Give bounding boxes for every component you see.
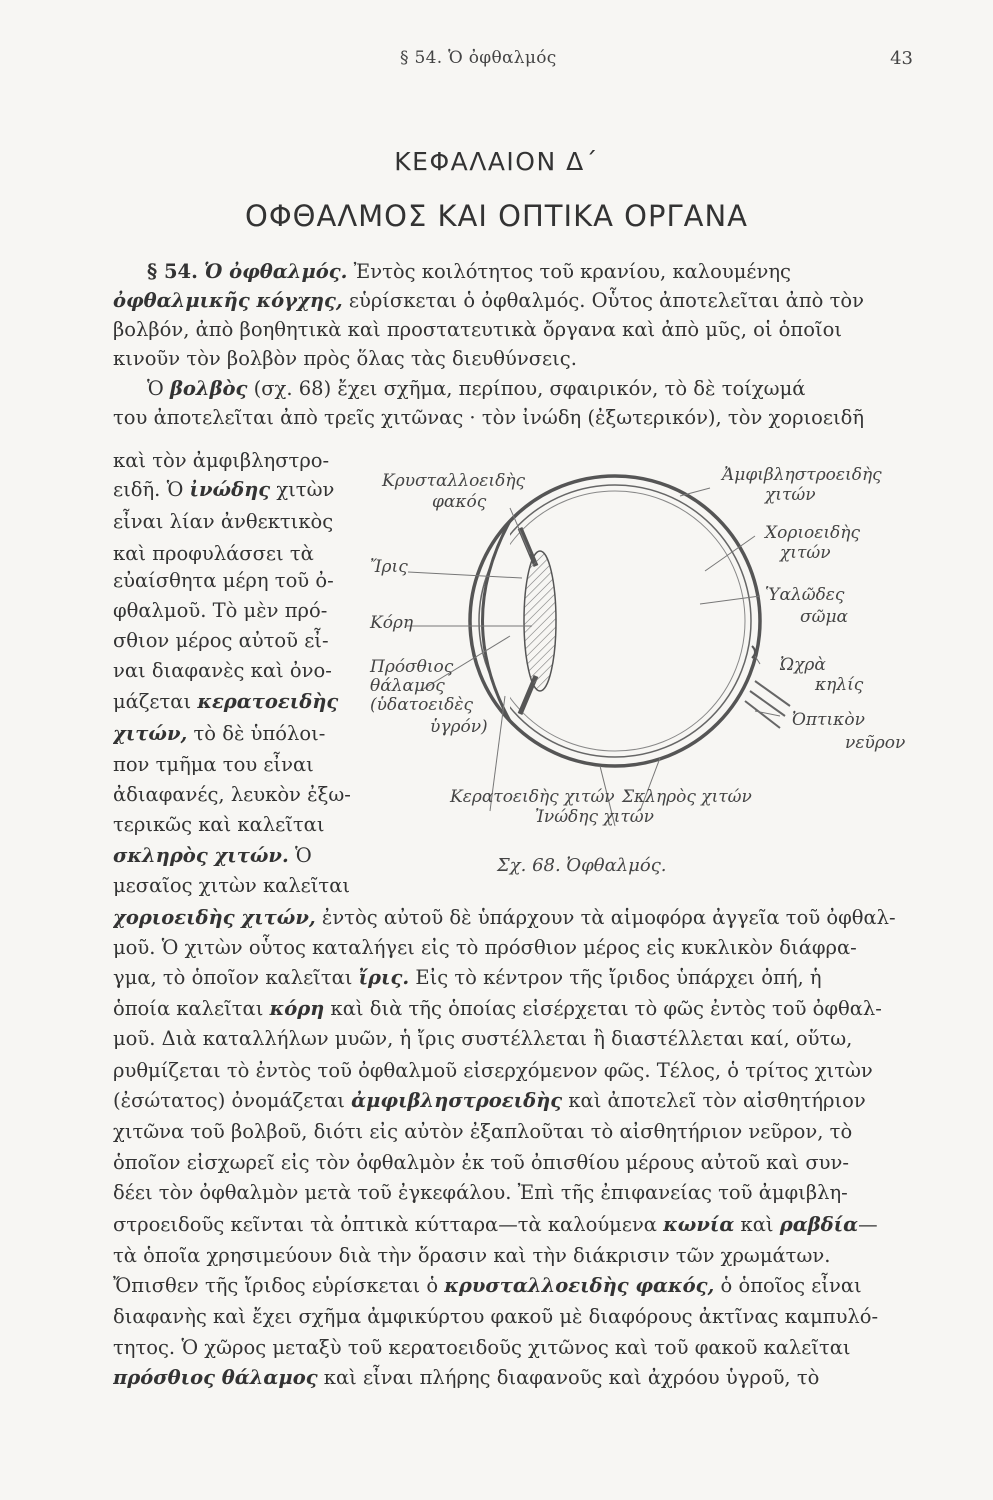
choroid-shape bbox=[479, 485, 751, 757]
text-line bbox=[113, 719, 358, 748]
section-heading: Ὁ ὀφθαλμός. bbox=[204, 260, 348, 283]
text-line: τερικῶς καὶ καλεῖται bbox=[113, 813, 325, 836]
label-retina-2: χιτών bbox=[765, 485, 816, 505]
text-line: τὰ ὁποῖα χρησιμεύουν διὰ τὴν ὅρασιν καὶ τὴν διάκρισιν τῶν χρωμάτων. bbox=[113, 1244, 831, 1267]
text-line: βολβόν, ἀπὸ βοηθητικὰ καὶ προστατευτικὰ ὄργανα καὶ ἀπὸ μῦς, οἱ ὁποῖοι bbox=[113, 318, 843, 341]
label-optic-nerve: Ὀπτικὸν bbox=[792, 710, 865, 730]
text-line bbox=[113, 687, 358, 716]
label-vitreous: Ὑαλῶδες bbox=[765, 585, 845, 605]
text-line: ὁποῖον εἰσχωρεῖ εἰς τὸν ὀφθαλμὸν ἐκ τοῦ ὀπισθίου μέρους αὐτοῦ καὶ συν- bbox=[113, 1151, 849, 1174]
text-span: ὁποία καλεῖται bbox=[113, 997, 270, 1020]
text-line: μοῦ. Διὰ καταλλήλων μυῶν, ἡ ἴρις συστέλλεται ἢ διαστέλλεται καί, οὕτω, bbox=[113, 1027, 853, 1050]
text-line: του ἀποτελεῖται ἀπὸ τρεῖς χιτῶνας · τὸν ἰνώδη (ἐξωτερικόν), τὸν χοριοειδῆ bbox=[113, 406, 865, 429]
text-span: Εἰς τὸ κέντρον τῆς ἴριδος ὑπάρχει ὀπή, ἡ bbox=[409, 966, 822, 989]
text-line bbox=[113, 841, 358, 870]
label-cornea: Κερατοειδὴς χιτών bbox=[450, 787, 615, 807]
text-line: σθιον μέρος αὐτοῦ εἶ- bbox=[113, 629, 329, 652]
text-line: τητος. Ὁ χῶρος μεταξὺ τοῦ κερατοειδοῦς χιτῶνος καὶ τοῦ φακοῦ καλεῖται bbox=[113, 1336, 851, 1359]
bold-term: χοριοειδὴς χιτών, bbox=[113, 906, 316, 929]
text-line: μοῦ. Ὁ χιτὼν οὗτος καταλήγει εἰς τὸ πρόσθιον μέρος εἰς κυκλικὸν διάφρα- bbox=[113, 936, 857, 959]
text-span: Ὁ bbox=[288, 844, 312, 867]
chapter-title: ΟΦΘΑΛΜΟΣ ΚΑΙ ΟΠΤΙΚΑ ΟΡΓΑΝΑ bbox=[245, 199, 748, 233]
text-line: κινοῦν τὸν βολβὸν πρὸς ὅλας τὰς διευθύνσεις. bbox=[113, 347, 577, 370]
bold-term: βολβὸς bbox=[169, 377, 248, 400]
text-line: καὶ προφυλάσσει τὰ bbox=[113, 542, 314, 565]
text-line: πον τμῆμα του εἶναι bbox=[113, 753, 314, 776]
label-iris: Ἴρις bbox=[370, 557, 408, 577]
label-fibrous: Ἰνώδης χιτών bbox=[535, 807, 654, 827]
text-span: εὑρίσκεται ὁ ὀφθαλμός. Οὗτος ἀποτελεῖται ἀπὸ τὸν bbox=[342, 289, 864, 312]
bold-term: κωνία bbox=[663, 1213, 735, 1236]
label-lens bbox=[382, 472, 525, 491]
text-line bbox=[113, 475, 358, 504]
label-optic-nerve-2: νεῦρον bbox=[845, 733, 906, 753]
label-lens-2: φακός bbox=[432, 492, 487, 512]
macula-shape bbox=[752, 646, 755, 658]
text-span: χιτὼν bbox=[270, 478, 335, 501]
label-choroid: Χοριοειδὴς bbox=[765, 523, 860, 543]
text-span: ειδῆ. Ὁ bbox=[113, 478, 190, 501]
text-line: διαφανὴς καὶ ἔχει σχῆμα ἀμφικύρτου φακοῦ μὲ διαφόρους ἀκτῖνας καμπυλό- bbox=[113, 1305, 879, 1328]
text-line: ρυθμίζεται τὸ ἐντὸς τοῦ ὀφθαλμοῦ εἰσερχόμενον φῶς. Τέλος, ὁ τρίτος χιτὼν bbox=[113, 1059, 873, 1082]
label-sclera: Σκληρὸς χιτών bbox=[622, 787, 752, 807]
bold-term: σκληρὸς χιτών. bbox=[113, 844, 289, 867]
lens-shape bbox=[524, 551, 556, 691]
text-line bbox=[147, 257, 907, 286]
text-line: ἀδιαφανές, λευκὸν ἐξω- bbox=[113, 783, 351, 806]
bold-term: ραβδία bbox=[779, 1213, 859, 1236]
label-chamber-2: θάλαμος bbox=[370, 676, 445, 696]
label-retina: Ἀμφιβληστροειδὴς bbox=[722, 465, 882, 485]
label-text: Κρυσταλλοειδὴς bbox=[382, 471, 526, 491]
label-chamber: Πρόσθιος bbox=[370, 657, 454, 677]
text-line bbox=[113, 994, 908, 1023]
bold-term: ἴρις. bbox=[358, 966, 410, 989]
text-span: ὁ ὁποῖος εἶναι bbox=[714, 1274, 862, 1297]
label-macula: Ὠχρὰ bbox=[780, 655, 826, 675]
text-line bbox=[113, 1363, 908, 1392]
label-chamber-3: (ὑδατοειδὲς bbox=[370, 695, 473, 715]
label-vitreous-2: σῶμα bbox=[800, 607, 848, 627]
running-head: § 54. Ὁ ὀφθαλμός bbox=[400, 48, 557, 68]
bold-term: χιτών, bbox=[113, 722, 188, 745]
text-line: χιτῶνα τοῦ βολβοῦ, διότι εἰς αὐτὸν ἐξαπλοῦται τὸ αἰσθητήριον νεῦρον, τὸ bbox=[113, 1120, 853, 1143]
text-line: εὐαίσθητα μέρη τοῦ ὀ- bbox=[113, 569, 334, 592]
text-span: ἐντὸς αὐτοῦ δὲ ὑπάρχουν τὰ αἱμοφόρα ἀγγεῖα τοῦ ὀφθαλ- bbox=[315, 906, 896, 929]
label-chamber-4: ὑγρόν) bbox=[430, 717, 488, 737]
text-line: ναι διαφανὲς καὶ ὀνο- bbox=[113, 659, 332, 682]
optic-nerve-shape bbox=[745, 681, 790, 728]
text-span: Ὁ bbox=[147, 377, 170, 400]
text-span: καὶ ἀποτελεῖ τὸν αἰσθητήριον bbox=[562, 1089, 866, 1112]
bold-term: κερατοειδὴς bbox=[197, 690, 339, 713]
label-pupil: Κόρη bbox=[370, 613, 414, 633]
label-macula-2: κηλίς bbox=[815, 675, 864, 695]
bold-term: πρόσθιος θάλαμος bbox=[113, 1366, 318, 1389]
text-line bbox=[113, 286, 908, 315]
text-span: καὶ εἶναι πλήρης διαφανοῦς καὶ ἀχρόου ὑγροῦ, τὸ bbox=[317, 1366, 820, 1389]
text-line bbox=[113, 1086, 908, 1115]
text-span: (ἐσώτατος) ὀνομάζεται bbox=[113, 1089, 352, 1112]
text-line: μεσαῖος χιτὼν καλεῖται bbox=[113, 874, 351, 897]
text-span: — bbox=[858, 1213, 878, 1236]
bold-term: ὀφθαλμικῆς κόγχης, bbox=[113, 289, 343, 312]
text-line: εἶναι λίαν ἀνθεκτικὸς bbox=[113, 510, 334, 533]
bold-term: κόρη bbox=[269, 997, 325, 1020]
section-number: § 54. bbox=[147, 260, 198, 283]
bold-term: ἰνώδης bbox=[189, 478, 271, 501]
label-choroid-2: χιτών bbox=[780, 543, 831, 563]
text-line bbox=[113, 1271, 908, 1300]
text-line: καὶ τὸν ἀμφιβληστρο- bbox=[113, 449, 330, 472]
text-span: καὶ διὰ τῆς ὁποίας εἰσέρχεται τὸ φῶς ἐντὸς τοῦ ὀφθαλ- bbox=[324, 997, 882, 1020]
text-span: στροειδοῦς κεῖνται τὰ ὀπτικὰ κύτταρα—τὰ καλούμενα bbox=[113, 1213, 664, 1236]
text-span: τὸ δὲ ὑπόλοι- bbox=[187, 722, 326, 745]
text-line bbox=[147, 374, 907, 403]
text-line bbox=[113, 963, 908, 992]
text-span: Ὄπισθεν τῆς ἴριδος εὑρίσκεται ὁ bbox=[113, 1274, 445, 1297]
text-line: δέει τὸν ὀφθαλμὸν μετὰ τοῦ ἐγκεφάλου. Ἐπὶ τῆς ἐπιφανείας τοῦ ἀμφιβλη- bbox=[113, 1181, 848, 1204]
bold-term: ἀμφιβληστροειδὴς bbox=[351, 1089, 563, 1112]
bold-term: κρυσταλλοειδὴς φακός, bbox=[444, 1274, 715, 1297]
text-span: Ἐντὸς κοιλότητος τοῦ κρανίου, καλουμένης bbox=[347, 260, 791, 283]
sclera-shape bbox=[470, 476, 760, 766]
text-line bbox=[113, 1210, 908, 1239]
text-span: γμα, τὸ ὁποῖον καλεῖται bbox=[113, 966, 359, 989]
chapter-label: ΚΕΦΑΛΑΙΟΝ Δ΄ bbox=[394, 147, 599, 176]
figure-caption: Σχ. 68. Ὀφθαλμός. bbox=[497, 855, 667, 876]
text-line bbox=[113, 903, 908, 932]
text-line: φθαλμοῦ. Τὸ μὲν πρό- bbox=[113, 599, 328, 622]
text-span: μάζεται bbox=[113, 690, 198, 713]
page-number: 43 bbox=[890, 48, 913, 69]
eye-diagram-figure bbox=[360, 466, 920, 886]
text-span: (σχ. 68) ἔχει σχῆμα, περίπου, σφαιρικόν, τὸ δὲ τοίχωμά bbox=[247, 377, 806, 400]
text-span: καὶ bbox=[734, 1213, 780, 1236]
